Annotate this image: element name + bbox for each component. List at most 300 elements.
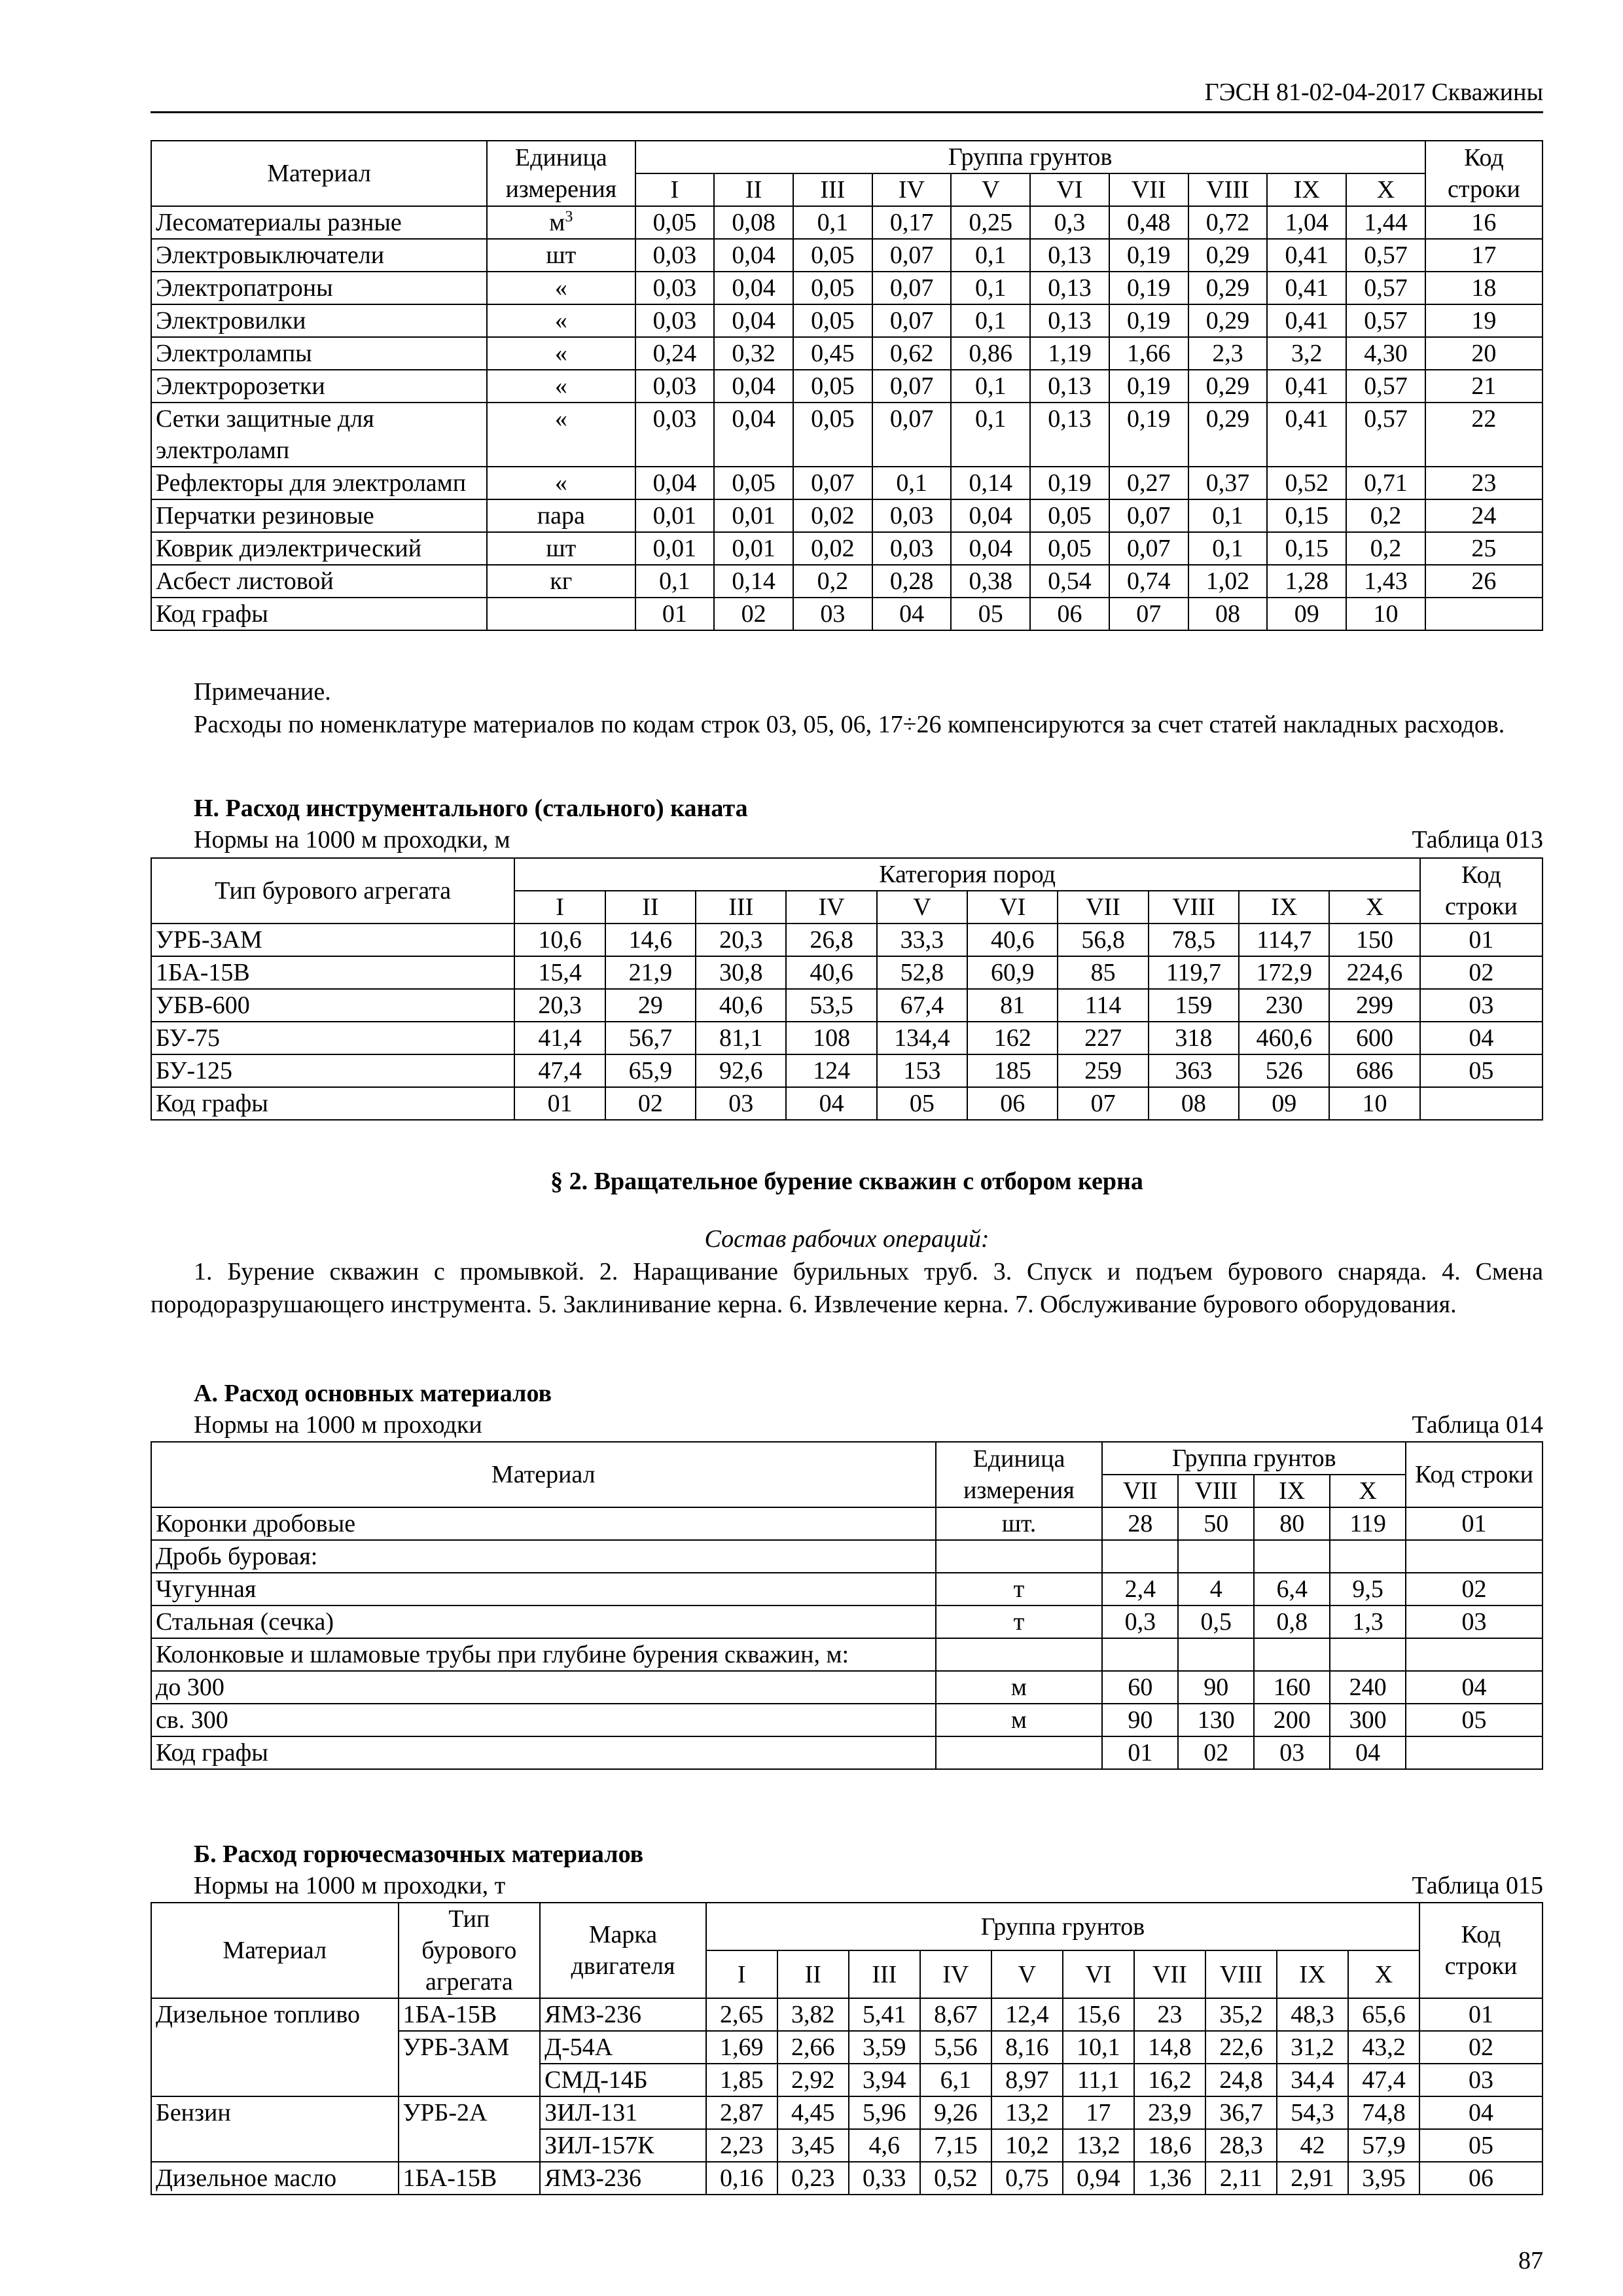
row-value: 0,14: [714, 565, 793, 598]
row-code: 05: [1406, 1704, 1543, 1736]
row-material-name: Электролампы: [151, 337, 487, 370]
row-value: 14,6: [605, 924, 696, 956]
section-b-title: Б. Расход горючесмазочных материалов: [194, 1840, 644, 1868]
table-row: [151, 239, 1543, 272]
row-value: 16,2: [1134, 2064, 1205, 2096]
row-unit: [487, 403, 635, 467]
row-value: 9,26: [920, 2096, 991, 2129]
row-value: 0,03: [635, 403, 715, 467]
column-code: 04: [872, 598, 952, 630]
row-value: 20,3: [514, 989, 605, 1022]
row-value: 0,07: [872, 403, 952, 467]
row-value: 20,3: [696, 924, 786, 956]
row-value: 0,05: [1030, 532, 1109, 565]
row-value: 28,3: [1205, 2129, 1277, 2162]
header-group-col: X: [1348, 1950, 1419, 1998]
row-value: 0,05: [793, 403, 872, 467]
row-value: 0,32: [714, 337, 793, 370]
row-value: 36,7: [1205, 2096, 1277, 2129]
row-drill-type: БУ-125: [151, 1054, 514, 1087]
row-value: 5,41: [849, 1998, 920, 2031]
row-code: 01: [1419, 1998, 1543, 2031]
operations-text: 1. Бурение скважин с промывкой. 2. Наращивание бурильных труб. 3. Спуск и подъем бурового снаряда. 4. Смена породоразрушающего инструмента. 5. Заклинивание керна. 6. Извлечение керна. 7. Обслуживание бурового оборудования.: [151, 1258, 1543, 1318]
table-row: [151, 1054, 1543, 1087]
row-drill-type: УБВ-600: [151, 989, 514, 1022]
header-category-col: III: [696, 891, 786, 924]
header-group-col: I: [706, 1950, 777, 1998]
unit-text: шт: [546, 535, 577, 562]
row-value: 26,8: [786, 924, 876, 956]
row-value: 2,4: [1102, 1573, 1178, 1605]
header-drill-type: Тип бурового агрегата: [151, 858, 514, 924]
row-material-name: Чугунная: [151, 1573, 936, 1605]
row-value: 0,01: [714, 532, 793, 565]
column-code: 08: [1188, 598, 1268, 630]
row-value: 0,2: [1346, 499, 1425, 532]
header-drill-type: Тип бурового агрегата: [399, 1903, 541, 1998]
row-value: 686: [1329, 1054, 1419, 1087]
column-code: 06: [1030, 598, 1109, 630]
row-value: 92,6: [696, 1054, 786, 1087]
row-value: 0,29: [1188, 370, 1268, 403]
row-unit: шт.: [936, 1507, 1103, 1540]
row-value: 526: [1239, 1054, 1329, 1087]
header-group-col: IV: [872, 173, 952, 206]
row-material-name: Бензин: [151, 2096, 399, 2162]
table-row: [151, 1638, 1543, 1671]
row-value: 0,57: [1346, 239, 1425, 272]
row-code: 03: [1406, 1605, 1543, 1638]
header-unit: Единица измерения: [936, 1442, 1103, 1507]
row-material-name: Электропатроны: [151, 272, 487, 304]
row-code: 25: [1425, 532, 1543, 565]
row-value: [1330, 1638, 1406, 1671]
row-engine-brand: ЯМЗ-236: [540, 2162, 706, 2195]
header-group-col: III: [849, 1950, 920, 1998]
row-code: 05: [1419, 2129, 1543, 2162]
unit-text: «: [554, 469, 567, 497]
row-code: 20: [1425, 337, 1543, 370]
column-code: 01: [1102, 1736, 1178, 1769]
row-value: 4,45: [777, 2096, 849, 2129]
column-code: 09: [1267, 598, 1346, 630]
table-row: [151, 1507, 1543, 1540]
row-value: 0,19: [1109, 370, 1188, 403]
unit-text: пара: [537, 502, 585, 529]
row-value: 31,2: [1277, 2031, 1348, 2064]
row-value: 0,05: [714, 467, 793, 499]
section-a-title: А. Расход основных материалов: [194, 1380, 552, 1407]
row-value: 0,75: [991, 2162, 1063, 2195]
header-row-code: Код строки: [1406, 1442, 1543, 1507]
column-code-label: Код графы: [151, 598, 487, 630]
row-value: 0,13: [1030, 370, 1109, 403]
unit-text: м: [549, 209, 565, 236]
table-row: [151, 1573, 1543, 1605]
row-drill-type: УРБ-3АМ: [399, 2031, 541, 2096]
row-value: 8,67: [920, 1998, 991, 2031]
row-value: 0,1: [793, 206, 872, 239]
row-material-name: Электровыключатели: [151, 239, 487, 272]
row-material-name: Колонковые и шламовые трубы при глубине бурения скважин, м:: [151, 1638, 936, 1671]
unit-text: «: [554, 340, 567, 367]
row-code: [1406, 1638, 1543, 1671]
row-code: 17: [1425, 239, 1543, 272]
row-value: 0,29: [1188, 272, 1268, 304]
unit-text: «: [554, 274, 567, 302]
row-value: 5,96: [849, 2096, 920, 2129]
section-a-table-number: Таблица 014: [1412, 1411, 1543, 1439]
row-value: 0,41: [1267, 239, 1346, 272]
header-group-col: VI: [1063, 1950, 1134, 1998]
header-group-col: X: [1346, 173, 1425, 206]
section-h-table-number: Таблица 013: [1412, 826, 1543, 853]
row-value: 1,3: [1330, 1605, 1406, 1638]
row-value: 0,41: [1267, 403, 1346, 467]
header-soil-group: Группа грунтов: [1102, 1442, 1406, 1475]
header-material: Материал: [151, 1903, 399, 1998]
row-value: 0,74: [1109, 565, 1188, 598]
row-value: 0,04: [951, 499, 1030, 532]
column-code: 05: [877, 1087, 967, 1120]
row-value: 0,04: [635, 467, 715, 499]
row-value: [1178, 1638, 1254, 1671]
table-row: [151, 956, 1543, 989]
row-value: 108: [786, 1022, 876, 1054]
row-value: 0,72: [1188, 206, 1268, 239]
page-number: 87: [1518, 2247, 1543, 2274]
section-b-norm: Нормы на 1000 м проходки, т: [194, 1872, 506, 1899]
header-group-col: IX: [1267, 173, 1346, 206]
column-code: 05: [951, 598, 1030, 630]
row-value: 0,57: [1346, 403, 1425, 467]
row-value: 2,87: [706, 2096, 777, 2129]
row-value: 363: [1149, 1054, 1239, 1087]
row-value: 0,24: [635, 337, 715, 370]
row-value: 56,7: [605, 1022, 696, 1054]
column-code-label: Код графы: [151, 1736, 936, 1769]
row-value: 67,4: [877, 989, 967, 1022]
row-code: 04: [1406, 1671, 1543, 1704]
row-value: 28: [1102, 1507, 1178, 1540]
row-value: 0,45: [793, 337, 872, 370]
row-value: 0,19: [1109, 272, 1188, 304]
unit-text: шт: [546, 242, 577, 269]
row-material-name: Коврик диэлектрический: [151, 532, 487, 565]
header-group-col: I: [635, 173, 715, 206]
row-value: 14,8: [1134, 2031, 1205, 2064]
row-value: 162: [967, 1022, 1058, 1054]
row-value: 0,13: [1030, 239, 1109, 272]
row-value: 119: [1330, 1507, 1406, 1540]
header-soil-group: Группа грунтов: [706, 1903, 1419, 1950]
row-value: 3,94: [849, 2064, 920, 2096]
row-unit: [487, 370, 635, 403]
header-group-col: II: [714, 173, 793, 206]
row-material-name: Сетки защитные для электроламп: [151, 403, 487, 467]
row-value: 33,3: [877, 924, 967, 956]
row-drill-type: УРБ-2А: [399, 2096, 541, 2162]
row-value: 0,01: [635, 532, 715, 565]
row-value: 0,04: [714, 370, 793, 403]
table-row: [151, 272, 1543, 304]
unit-superscript: 3: [565, 208, 573, 226]
row-value: 23: [1134, 1998, 1205, 2031]
header-group-col: VIII: [1205, 1950, 1277, 1998]
row-value: 6,1: [920, 2064, 991, 2096]
row-value: 0,52: [920, 2162, 991, 2195]
row-value: 1,43: [1346, 565, 1425, 598]
row-value: 240: [1330, 1671, 1406, 1704]
row-value: 0,01: [714, 499, 793, 532]
row-value: 4,6: [849, 2129, 920, 2162]
row-value: 2,92: [777, 2064, 849, 2096]
column-code: 03: [696, 1087, 786, 1120]
row-value: 43,2: [1348, 2031, 1419, 2064]
row-value: 0,41: [1267, 370, 1346, 403]
column-code: 03: [793, 598, 872, 630]
row-value: 134,4: [877, 1022, 967, 1054]
row-value: 40,6: [967, 924, 1058, 956]
row-value: 1,44: [1346, 206, 1425, 239]
row-value: 0,13: [1030, 403, 1109, 467]
section-h-title: Н. Расход инструментального (стального) каната: [194, 795, 748, 822]
row-value: 0,23: [777, 2162, 849, 2195]
row-value: 48,3: [1277, 1998, 1348, 2031]
row-value: 0,08: [714, 206, 793, 239]
section-b-table-number: Таблица 015: [1412, 1872, 1543, 1899]
row-value: 1,28: [1267, 565, 1346, 598]
header-group-col: VIII: [1188, 173, 1268, 206]
row-material-name: Лесоматериалы разные: [151, 206, 487, 239]
table-row: [151, 403, 1543, 467]
row-value: 7,15: [920, 2129, 991, 2162]
row-code: 04: [1420, 1022, 1543, 1054]
row-value: 80: [1254, 1507, 1330, 1540]
row-value: 159: [1149, 989, 1239, 1022]
row-value: 0,03: [635, 370, 715, 403]
row-code: 03: [1419, 2064, 1543, 2096]
header-category-col: II: [605, 891, 696, 924]
table-row: [151, 304, 1543, 337]
row-value: 600: [1329, 1022, 1419, 1054]
row-value: 60: [1102, 1671, 1178, 1704]
header-unit: Единица измерения: [487, 141, 635, 206]
row-value: 0,05: [1030, 499, 1109, 532]
row-code: 19: [1425, 304, 1543, 337]
row-value: 0,02: [793, 499, 872, 532]
row-unit: [487, 304, 635, 337]
row-value: 2,65: [706, 1998, 777, 2031]
row-unit: [487, 337, 635, 370]
row-value: 0,04: [714, 403, 793, 467]
column-code: 02: [1178, 1736, 1254, 1769]
row-value: 0,25: [951, 206, 1030, 239]
row-value: 0,71: [1346, 467, 1425, 499]
row-value: 0,29: [1188, 304, 1268, 337]
row-value: 56,8: [1058, 924, 1148, 956]
row-code: 01: [1406, 1507, 1543, 1540]
row-value: [1254, 1540, 1330, 1573]
header-group-col: III: [793, 173, 872, 206]
row-unit: [487, 467, 635, 499]
row-value: 0,05: [793, 239, 872, 272]
table-row: [151, 206, 1543, 239]
row-value: 74,8: [1348, 2096, 1419, 2129]
row-value: 0,1: [1188, 499, 1268, 532]
row-value: 0,04: [714, 272, 793, 304]
row-drill-type: БУ-75: [151, 1022, 514, 1054]
row-value: [1330, 1540, 1406, 1573]
row-value: 300: [1330, 1704, 1406, 1736]
header-group-col: VII: [1109, 173, 1188, 206]
table-row: [151, 1671, 1543, 1704]
header-material: Материал: [151, 1442, 936, 1507]
header-group-col: VI: [1030, 173, 1109, 206]
row-unit: [487, 206, 635, 239]
row-value: 2,3: [1188, 337, 1268, 370]
row-code: 18: [1425, 272, 1543, 304]
row-material-name: Рефлекторы для электроламп: [151, 467, 487, 499]
column-code: 07: [1109, 598, 1188, 630]
row-value: 0,2: [793, 565, 872, 598]
row-unit: м: [936, 1671, 1103, 1704]
row-engine-brand: ЗИЛ-157К: [540, 2129, 706, 2162]
row-engine-brand: СМД-14Б: [540, 2064, 706, 2096]
row-value: 0,5: [1178, 1605, 1254, 1638]
row-value: 150: [1329, 924, 1419, 956]
header-row-code: Код строки: [1419, 1903, 1543, 1998]
row-value: 0,1: [951, 304, 1030, 337]
row-value: 185: [967, 1054, 1058, 1087]
row-value: 0,33: [849, 2162, 920, 2195]
row-value: 18,6: [1134, 2129, 1205, 2162]
row-value: 78,5: [1149, 924, 1239, 956]
table-row: [151, 1540, 1543, 1573]
row-value: 29: [605, 989, 696, 1022]
row-value: 15,6: [1063, 1998, 1134, 2031]
row-value: 0,29: [1188, 403, 1268, 467]
row-value: 0,05: [793, 272, 872, 304]
empty-cell: [936, 1736, 1103, 1769]
row-value: 0,1: [951, 370, 1030, 403]
row-value: 0,38: [951, 565, 1030, 598]
column-code: 03: [1254, 1736, 1330, 1769]
row-value: 0,19: [1030, 467, 1109, 499]
row-value: [1102, 1638, 1178, 1671]
empty-cell: [1425, 598, 1543, 630]
row-value: 0,05: [793, 370, 872, 403]
row-value: 0,8: [1254, 1605, 1330, 1638]
materials-table-continued: [151, 140, 1543, 631]
row-drill-type: 1БА-15В: [399, 2162, 541, 2195]
column-code: 01: [635, 598, 715, 630]
row-value: 40,6: [696, 989, 786, 1022]
row-value: 0,3: [1102, 1605, 1178, 1638]
row-value: 5,56: [920, 2031, 991, 2064]
table-row: [151, 989, 1543, 1022]
header-rock-category: Категория пород: [514, 858, 1419, 891]
column-code: 09: [1239, 1087, 1329, 1120]
row-value: 299: [1329, 989, 1419, 1022]
row-value: 0,1: [872, 467, 952, 499]
row-value: 1,04: [1267, 206, 1346, 239]
row-value: 0,41: [1267, 272, 1346, 304]
row-value: 81,1: [696, 1022, 786, 1054]
row-value: 119,7: [1149, 956, 1239, 989]
row-value: 0,05: [793, 304, 872, 337]
row-value: 0,62: [872, 337, 952, 370]
row-value: 85: [1058, 956, 1148, 989]
row-value: 0,04: [714, 239, 793, 272]
row-value: 0,37: [1188, 467, 1268, 499]
row-code: 26: [1425, 565, 1543, 598]
row-code: 03: [1420, 989, 1543, 1022]
table-row: [151, 1704, 1543, 1736]
unit-text: «: [554, 372, 567, 400]
row-code: 05: [1420, 1054, 1543, 1087]
row-value: 10,2: [991, 2129, 1063, 2162]
column-code: 06: [967, 1087, 1058, 1120]
row-value: 35,2: [1205, 1998, 1277, 2031]
row-value: 0,1: [951, 239, 1030, 272]
row-value: 0,48: [1109, 206, 1188, 239]
row-value: 24,8: [1205, 2064, 1277, 2096]
row-value: 11,1: [1063, 2064, 1134, 2096]
column-code: 02: [605, 1087, 696, 1120]
row-code: 22: [1425, 403, 1543, 467]
row-value: 259: [1058, 1054, 1148, 1087]
header-soil-group: Группа грунтов: [635, 141, 1425, 173]
row-value: 0,07: [1109, 532, 1188, 565]
row-value: 57,9: [1348, 2129, 1419, 2162]
row-value: 114: [1058, 989, 1148, 1022]
row-value: 2,91: [1277, 2162, 1348, 2195]
row-value: 318: [1149, 1022, 1239, 1054]
table-row: [151, 337, 1543, 370]
row-drill-type: 1БА-15В: [151, 956, 514, 989]
row-material-name: Электровилки: [151, 304, 487, 337]
row-value: 0,57: [1346, 272, 1425, 304]
row-value: 8,97: [991, 2064, 1063, 2096]
row-value: 1,85: [706, 2064, 777, 2096]
row-unit: [936, 1638, 1103, 1671]
section-h-norm: Нормы на 1000 м проходки, м: [194, 826, 510, 853]
row-value: [1254, 1638, 1330, 1671]
header-category-col: VIII: [1149, 891, 1239, 924]
row-engine-brand: ЗИЛ-131: [540, 2096, 706, 2129]
row-value: 41,4: [514, 1022, 605, 1054]
row-value: 0,1: [951, 403, 1030, 467]
header-group-col: IX: [1277, 1950, 1348, 1998]
row-value: 172,9: [1239, 956, 1329, 989]
row-value: 34,4: [1277, 2064, 1348, 2096]
row-value: 0,19: [1109, 403, 1188, 467]
row-value: 23,9: [1134, 2096, 1205, 2129]
row-value: 21,9: [605, 956, 696, 989]
row-material-name: св. 300: [151, 1704, 936, 1736]
row-value: 0,57: [1346, 304, 1425, 337]
row-value: 0,03: [635, 239, 715, 272]
row-drill-type: 1БА-15В: [399, 1998, 541, 2031]
row-code: 02: [1406, 1573, 1543, 1605]
row-value: 130: [1178, 1704, 1254, 1736]
row-value: 0,27: [1109, 467, 1188, 499]
table-row: [151, 1605, 1543, 1638]
row-value: 2,11: [1205, 2162, 1277, 2195]
row-unit: [487, 499, 635, 532]
row-value: 47,4: [1348, 2064, 1419, 2096]
